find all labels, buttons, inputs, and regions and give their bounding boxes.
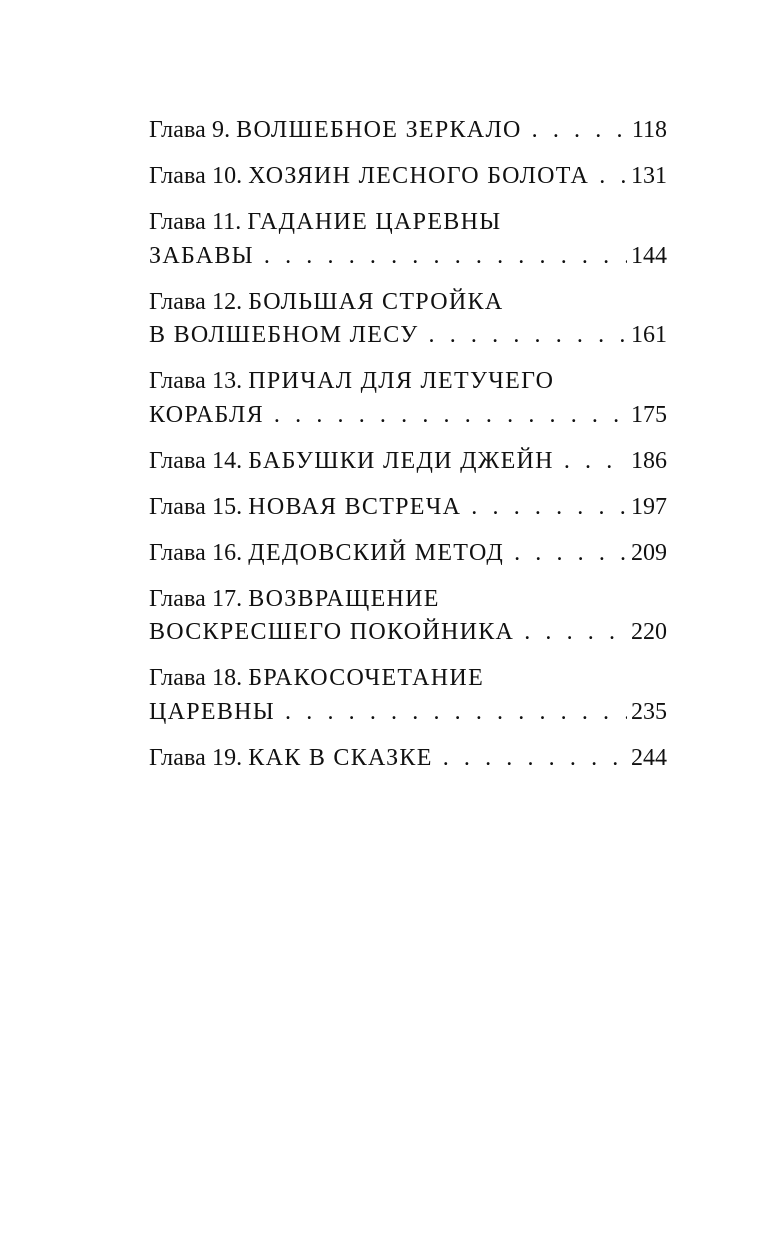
dot-leader	[471, 491, 627, 525]
toc-entry[interactable]	[149, 445, 667, 479]
toc-line	[149, 319, 667, 353]
page-number: 161	[631, 322, 667, 348]
dot-leader	[524, 616, 627, 650]
dot-leader	[443, 742, 627, 776]
toc-entry[interactable]	[149, 537, 667, 571]
toc-entry[interactable]	[149, 206, 667, 273]
toc-entry[interactable]	[149, 583, 667, 650]
dot-leader	[599, 160, 627, 194]
toc-line	[149, 160, 667, 194]
chapter-label: Глава 10.	[149, 163, 243, 189]
table-of-contents	[149, 114, 667, 788]
dot-leader	[285, 696, 627, 730]
dot-leader	[429, 319, 627, 353]
toc-line	[149, 696, 667, 730]
chapter-title: КАК В СКАЗКЕ	[248, 744, 433, 771]
chapter-title-continued: ЗАБАВЫ	[149, 242, 254, 269]
chapter-title: ГАДАНИЕ ЦАРЕВНЫ	[247, 209, 502, 235]
chapter-title: БАБУШКИ ЛЕДИ ДЖЕЙН	[248, 447, 554, 474]
page-number: 175	[631, 401, 667, 428]
toc-line	[149, 114, 667, 148]
chapter-title: ПРИЧАЛ ДЛЯ ЛЕТУЧЕГО	[248, 368, 555, 394]
chapter-label: Глава 14.	[149, 447, 243, 474]
chapter-title-continued: ВОСКРЕСШЕГО ПОКОЙНИКА	[149, 619, 515, 645]
toc-line	[149, 491, 667, 525]
toc-entry[interactable]	[149, 160, 667, 194]
chapter-label: Глава 9.	[149, 117, 231, 143]
chapter-label: Глава 17.	[149, 585, 243, 612]
chapter-title: БОЛЬШАЯ СТРОЙКА	[248, 288, 504, 315]
toc-line	[149, 240, 667, 274]
chapter-title: БРАКОСОЧЕТАНИЕ	[248, 665, 485, 691]
toc-entry[interactable]	[149, 742, 667, 776]
chapter-title: ВОЗВРАЩЕНИЕ	[248, 585, 440, 612]
toc-line	[149, 742, 667, 776]
page-number: 131	[631, 163, 667, 189]
toc-line	[149, 583, 667, 617]
chapter-label: Глава 19.	[149, 744, 243, 771]
page-number: 220	[631, 619, 667, 645]
page-number: 197	[631, 493, 667, 520]
dot-leader	[514, 537, 627, 571]
toc-line	[149, 537, 667, 571]
chapter-label: Глава 18.	[149, 665, 243, 691]
chapter-title-continued: ЦАРЕВНЫ	[149, 698, 276, 725]
page-number: 186	[631, 447, 667, 474]
chapter-label: Глава 16.	[149, 539, 243, 566]
chapter-title-continued: КОРАБЛЯ	[149, 401, 264, 428]
chapter-label: Глава 12.	[149, 288, 243, 315]
toc-line	[149, 365, 667, 399]
chapter-label: Глава 11.	[149, 209, 242, 235]
chapter-title-continued: В ВОЛШЕБНОМ ЛЕСУ	[149, 322, 419, 348]
chapter-label: Глава 13.	[149, 368, 243, 394]
page-number: 118	[631, 117, 667, 143]
toc-line	[149, 616, 667, 650]
dot-leader	[532, 114, 628, 148]
chapter-title: ВОЛШЕБНОЕ ЗЕРКАЛО	[236, 117, 522, 143]
toc-line	[149, 206, 667, 240]
toc-entry[interactable]	[149, 365, 667, 432]
dot-leader	[274, 399, 627, 433]
toc-line	[149, 662, 667, 696]
toc-line	[149, 399, 667, 433]
chapter-label: Глава 15.	[149, 493, 243, 520]
toc-entry[interactable]	[149, 662, 667, 729]
page-number: 209	[631, 539, 667, 566]
chapter-title: НОВАЯ ВСТРЕЧА	[248, 493, 462, 520]
page-number: 244	[631, 744, 667, 771]
chapter-title: ХОЗЯИН ЛЕСНОГО БОЛОТА	[248, 163, 590, 189]
toc-entry[interactable]	[149, 286, 667, 353]
toc-entry[interactable]	[149, 491, 667, 525]
toc-line	[149, 286, 667, 320]
dot-leader	[264, 240, 627, 274]
toc-entry[interactable]	[149, 114, 667, 148]
toc-line	[149, 445, 667, 479]
chapter-title: ДЕДОВСКИЙ МЕТОД	[248, 539, 505, 566]
dot-leader	[564, 445, 627, 479]
page-number: 235	[631, 698, 667, 725]
page-number: 144	[631, 242, 667, 269]
